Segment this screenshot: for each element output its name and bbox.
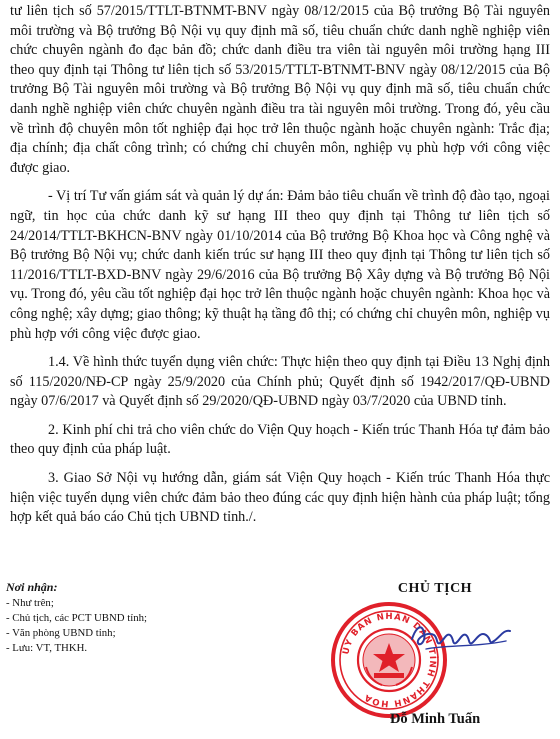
paragraph-cadastral-requirements: tư liên tịch số 57/2015/TTLT-BTNMT-BNV ngày 08/12/2015 của Bộ trưởng Bộ Tài nguyên môi trường và Bộ trưởng Bộ Nội vụ quy định mã số, tiêu chuẩn chức danh nghề nghiệp viên chức chuyên ngành đo đạc bản đồ; chức danh điều tra viên tài nguyên môi trường hạng III theo quy định tại Thông tư liên tịch số 53/2015/TTLT-BTNMT-BNV ngày 08/12/2015 của Bộ trưởng Bộ Tài nguyên môi trường và Bộ trưởng Bộ Nội vụ quy định mã số, tiêu chuẩn chức danh nghề nghiệp viên chức chuyên ngành điều tra tài nguyên môi trường. Trong đó, yêu cầu về trình độ chuyên môn tốt nghiệp đại học trở lên thuộc ngành hoặc chuyên ngành: Trắc địa; địa chính; địa chất công trình; có chứng chỉ chuyên môn, nghiệp vụ phù hợp với công việc được giao. (10, 3, 550, 176)
document-footer (0, 577, 560, 739)
signer-title: CHỦ TỊCH (397, 581, 473, 596)
signer-name: Đỗ Minh Tuấn (389, 711, 481, 727)
recipients-block (6, 579, 246, 656)
recipient-item: - Lưu: VT, THKH. (6, 642, 88, 654)
paragraph-funding: 2. Kinh phí chi trả cho viên chức do Viện Quy hoạch - Kiến trúc Thanh Hóa tự đảm bảo theo quy định của pháp luật. (10, 421, 550, 458)
recipient-item: - Như trên; (6, 597, 54, 609)
paragraph-assignment: 3. Giao Sở Nội vụ hướng dẫn, giám sát Viện Quy hoạch - Kiến trúc Thanh Hóa thực hiện việc tuyển dụng viên chức đảm bảo theo đúng các quy định hiện hành của pháp luật; tổng hợp kết quả báo cáo Chủ tịch UBND tỉnh./. (10, 470, 550, 526)
paragraph-project-supervisor: - Vị trí Tư vấn giám sát và quản lý dự án: Đảm bảo tiêu chuẩn về trình độ đào tạo, ngoại ngữ, tin học của chức danh kỹ sư hạng III theo quy định tại Thông tư liên tịch số 24/2014/TTLT-BKHCN-BNV ngày 01/10/2014 của Bộ trưởng Bộ Khoa học và Công nghệ và Bộ trưởng Bộ Nội vụ; chức danh kiến trúc sư hạng III theo quy định tại Thông tư liên tịch số 11/2016/TTLT-BXD-BNV ngày 29/6/2016 của Bộ trưởng Bộ Xây dựng và Bộ trưởng Bộ Nội vụ. Trong đó, yêu cầu tốt nghiệp đại học trở lên thuộc ngành hoặc chuyên ngành: Khoa học và công nghệ; xây dựng; giao thông; kỹ thuật hạ tầng đô thị; có chứng chỉ chuyên môn, nghiệp vụ phù hợp với công việc được giao. (10, 188, 550, 342)
signature-block (320, 577, 550, 739)
handwritten-signature-icon (406, 605, 526, 665)
paragraph-recruitment-form: 1.4. Về hình thức tuyển dụng viên chức: Thực hiện theo quy định tại Điều 13 Nghị định số 115/2020/NĐ-CP ngày 25/9/2020 của Chính phủ; Quyết định số 1942/2017/QĐ-UBND ngày 07/6/2017 và Quyết định số 29/2020/QĐ-UBND ngày 03/7/2020 của UBND tỉnh. (10, 354, 550, 410)
recipients-heading: Nơi nhận: (6, 580, 58, 594)
svg-text:ỦY BAN NHÂN DÂN TỈNH THANH HÓA: ỦY BAN NHÂN DÂN TỈNH THANH HÓA (341, 611, 438, 709)
recipient-item: - Văn phòng UBND tỉnh; (6, 627, 116, 639)
recipient-item: - Chủ tịch, các PCT UBND tỉnh; (6, 612, 148, 624)
